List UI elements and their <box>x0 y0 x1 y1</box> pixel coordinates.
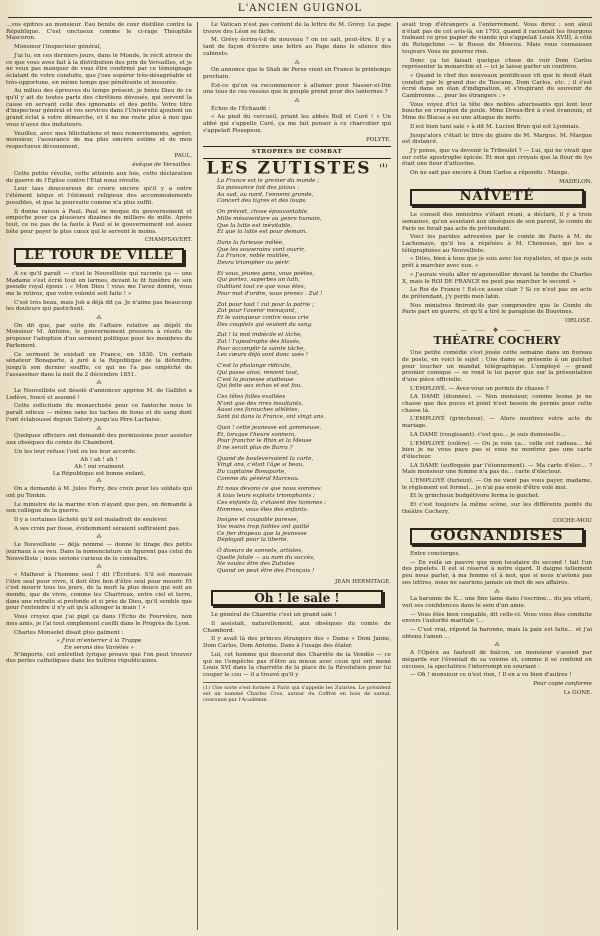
body-paragraph: Donc ça lui faisait quelque chose de voir Dom Carlos représenter la monarchie et — ici je laisse parler un confrère. <box>402 57 592 71</box>
poem-line: Du capitaine Bonaparte, <box>217 469 287 476</box>
poem-line: Zut ! la mot imbécile et lâche, <box>217 332 303 339</box>
column-right <box>402 22 592 932</box>
poem-line: Et nous devons ce que nous sommes <box>217 486 321 493</box>
stars-separator: ⁂ <box>494 642 500 649</box>
section-title-tour-de-ville: LE TOUR DE VILLE <box>14 248 184 265</box>
section-title-oh-le-sale: Oh ! le sale ! <box>211 590 383 607</box>
poem-line: C'est la jeunesse studieuse <box>217 376 294 383</box>
poem-line: Quoi ! cette jeunesse est gommeuse, <box>217 424 322 431</box>
poem-stanza <box>203 271 391 298</box>
stars-separator: ⁂ <box>294 98 300 105</box>
stars-separator: ⁂ <box>96 315 102 322</box>
poem-stanza <box>203 209 391 236</box>
poem-line: Ce fier drapeau que la jeunesse <box>217 530 307 537</box>
stars-separator: ⁂ <box>96 425 102 432</box>
poem-line: Que les souverains vont ouvrir, <box>217 246 305 253</box>
dialogue-line: L'EMPLOYÉ (furieux). — On ne vient pas vous payer, madame, le règlement est formel… je n'ai pas envie d'être volé moi. <box>402 478 592 491</box>
letter-paragraph: Au milieu des épreuves du temps présent, je bénis Dieu de ce qu'il y ait de toutes parts des chrétiens dévoués, qui servent la cause en servant celle des ignorants et des petits. Votre titre d'inspecteur général et vos services dans l'Université ajoutent un grand éclat à votre démarche, et il ne me reste plus à moi que vous n'ayez des imitateurs. <box>6 88 192 128</box>
body-paragraph: A ses croix par fosse, évidemment seraient suffiraient pas. <box>14 525 181 532</box>
poem-line: Et que la lutte est pour demain. <box>217 229 308 236</box>
poem-line: Ces têtes folles exaltées <box>217 394 286 400</box>
section-title-naivete: NAÏVETÉ <box>410 189 584 206</box>
body-paragraph: Il est bien tant sale » à dit M. Lucien Brun qui est Lyonnais. <box>410 123 581 130</box>
poem-line: Devra triompher ou périr. <box>217 260 291 267</box>
poem-line: Et, lorsque l'heure sonnera, <box>217 431 297 438</box>
section-title-gognandises: GOGNANDISES <box>410 528 584 545</box>
body-paragraph: La baronne de X… une fine lame dans l'escrime… du jeu vitaré, voit ses confidences dans le sein d'un amie. <box>402 596 592 609</box>
section-overhead: STROPHES DE COMBAT <box>203 146 391 159</box>
poem-line: Pour accomplir la sainte tâche, <box>217 345 306 352</box>
stars-separator: ⁂ <box>96 534 102 541</box>
body-paragraph: « Dites, bien à tous que je suis avec les royalistes, et que je suis prêt à marcher avec eux. » <box>402 256 592 270</box>
poem-line: Qui passe ainsi, renient tout, <box>217 369 300 376</box>
poem-line: Et le vainqueur contre nous crie <box>217 314 309 321</box>
poem-line: Déployait pour la liberté. <box>217 537 289 544</box>
body-paragraph: Ce serment le existait en France, en 1830. Un certain sénateur Bonaparte, à juré à la République de la défendre, jusqu'à son dernier souffle, ce qui ne l'a pas empêché de l'assassiner dans la nuit du 2 décembre 1851. <box>6 351 192 378</box>
body-paragraph: On a demandé à M. Jules Ferry, des croix pour les soldats qui ont pu Tonkin. <box>6 486 192 499</box>
body-paragraph: Nos ministres finiront-ils par comprendre que le Comte de Paris part en guerre, et qu'il a tiré le parapluie de Bouvines. <box>402 302 592 316</box>
poem-line: Sont fai dans la France, ont vingt ans. <box>217 414 326 421</box>
poem-line: Quand on peut être des Français ! <box>217 568 315 575</box>
body-paragraph: Jusqu'alors c'était le titre de gloire de M. Margue. M. Margue est distancé. <box>402 132 592 146</box>
poem-stanzas <box>203 178 391 575</box>
body-paragraph: Le Roi de France ! Est-ce assez clair ? Si ce n'est pas un acte de prétendant, j'y perds mon latin. <box>402 287 592 300</box>
poem-stanza <box>203 240 391 267</box>
body-paragraph: Le conseil des ministres s'étant réuni, a déclaré, il y a trois semaines, qu'en assistant aux obsèques de son parent, le comte de Paris ne ferait pas acte de prétendant. <box>402 212 592 232</box>
body-paragraph: Quelques officiers ont demandé des permissions pour assister aux obsèques du comte de Chambord. <box>6 433 192 446</box>
poem-stanza <box>203 425 391 452</box>
poem-stanza <box>203 394 391 421</box>
poem-stanza <box>203 332 391 359</box>
body-paragraph: « J'aurais voulu aller m'agenouiller devant la tombe de Charles X, mais le ROI DE FRANCE ne peut pas marcher le second. » <box>402 271 592 285</box>
body-paragraph: Entre concierges. <box>410 551 461 557</box>
poem-line: Ô diseurs de sonnets, artistes, <box>217 548 304 555</box>
body-paragraph: Et c'est toujours la même scène, sur les différents points du théâtre Cochery. <box>402 502 592 515</box>
poem-line: Zut ! l'apostrophe des blasés, <box>217 339 301 346</box>
body-paragraph: Charles Monselet disait plus galment : <box>14 629 124 636</box>
poem-line: Zut pour l'avenir menaçant, <box>217 308 297 315</box>
section-title-theatre-cochery: THÉATRE COCHERY <box>433 334 561 348</box>
dialogue-line: L'EMPLOYÉ (colère). — Ou je vois ça… celle cet cadeau… hé bien je ne vous paye pas si vous ne montrez pas une carte d'électeur. <box>402 440 592 460</box>
body-paragraph: A l'Opéra au fauteuil de balcon, un monsieur s'assied par mégarde sur l'éventail de sa voisine et, comme il se confond en excuses, la spectatrice l'interrompt en souriant : <box>402 650 592 670</box>
poem-line: Pour franchir le Rhin et la Meuse <box>217 438 312 445</box>
running-title: L'ANCIEN GUIGNOL <box>237 3 363 14</box>
poem-stanza <box>203 486 391 513</box>
body-paragraph: « Quand le chef des nouveaux pontificaux vit que le deuil était conduit par le grand duc de Toscane, Dom Carlos, etc. ; il s'est écrié dans un élan d'indignation, et s'inspirant du souvenir de Cambronne … pour les étrangers : » <box>402 72 592 100</box>
poem-line: C'est la phalange ridicule, <box>217 363 292 370</box>
poem-line: Concert des tigres et des loups. <box>217 198 308 205</box>
poem-line: Qui portez, superbes un luth, <box>217 277 301 284</box>
body-paragraph: — Oh ! monsieur ce n'est rien, ! Il en a vu bien d'autres ! <box>410 672 572 679</box>
stars-separator: ⁂ <box>294 59 300 66</box>
poem-line: Dans la furieuse mêlée, <box>217 239 284 246</box>
poem-line: Sa puissance fait des jaloux : <box>217 185 300 192</box>
poem-line: Au sud, au nord, l'ennemi gronde, <box>217 191 314 198</box>
poem-stanza <box>203 178 391 205</box>
body-paragraph: Le Vatican n'est pas content de la lettre de M. Grévy. Le pape trouve des Léon se fâche. <box>203 22 391 35</box>
intro-paragraph: …vos épîtres au monsieur. Eau bénite de cour distillée contre la République. C'est onctueux comme le ci-rage Théophile Masceron. <box>6 22 192 42</box>
body-paragraph: Cette petite révolte, cette atteinte aux lois, cette déclaration de guerre de l'Église contre l'État nous révolte. <box>6 171 192 184</box>
body-paragraph: On annonce que le Shah de Perse vient en France le printemps prochain. <box>203 67 391 80</box>
poem-line: Insigne et coupable paresse, <box>217 517 299 524</box>
ditty-line: Ah ! ah ! ah ! <box>80 457 118 464</box>
body-paragraph: Échos de l'Échaudé : <box>211 105 271 112</box>
poem-line: Hommes, vous êtes des enfants. <box>217 506 309 513</box>
body-paragraph: « Malheur à l'homme seul ! dit l'Écriture. S'il est mauvais l'être seul pour vivre, il doit être bon d'être seul pour mourir. Et c'est mourir tous les jours, de la mort la plus douce qui soit au monde, que de vivre, comme les Chartreux, entre ciel et terre, dans une retraite si profonde et si près de Dieu, qu'il semble que pour l'entendre il n'y ait qu'à allonger la main ! » <box>6 571 192 612</box>
body-paragraph: Vous voyez d'ici la tête des nobles ahurissants qui lont leur bouche en croupion de poule. Mme Dreux-Bré à s'est évanouie, et Mme de Blacas a eu une attaque de nerfs. <box>402 101 592 122</box>
article-signature: ORLOSE. <box>565 318 592 325</box>
poem-line: La France est le grenier du monde ; <box>217 178 320 185</box>
poem-title-text: LES ZUTISTES <box>206 158 372 179</box>
poem-line: N'ont que des rires insultants, <box>217 400 304 407</box>
body-paragraph: Voici les paroles adressées par le comte de Paris à M. de Lachemaye, qu'il les a répétées à M. Chenouse, qui les a télégraphiées au Nouvelliste. <box>402 234 592 254</box>
dialogue-line: L'EMPLOYÉ. — Avez-vous un permis de chasse ? <box>410 385 549 392</box>
poem-line: Les cœurs déjà sont donc usés ! <box>217 352 309 359</box>
body-paragraph: « Au pied du cercueil, priant les abbés Boll et Curé ! » Un abbé qui s'appelle Curé, ça me fait penser à ce charcutier qui s'appelait Pissepeux. <box>203 114 391 134</box>
body-paragraph: Une petite comédie s'est jouée cette semaine dans un bureau de poste, en voici le sujet : Une dame se présente à un guichet pour toucher un mandat télégraphique. L'employé — grand premier comique — se rend le lui payer que sur la présentation d'une pièce officielle. <box>402 350 592 383</box>
body-paragraph: Leur laus douceureux de croire encore qu'il y a entre l'élément laïque et l'élément religieux des accommodements possibles, et que la poursuite comme n'a plus suffit. <box>6 186 192 206</box>
body-paragraph: On ne sait pas encore à Dom Carlos a répondu : Mange. <box>410 170 570 177</box>
letter-paragraph: Veuillez, avec mes félicitations et mes remerciements, agréer, monsieur, l'assurance de ma plus sincère estime et de mon respectueux dévouement, <box>6 130 192 150</box>
article-signature: COCHE-MOU <box>552 517 592 524</box>
header-rule <box>8 17 592 18</box>
body-paragraph: Lui, cet homme qui descend des Charette de la Vendée — ce qui ne l'empêche pas d'être au mieux avec ceux qui ont mené Louis XVI dans la charrette de la place de la Révolution pour lui couper le cou — il a trouvé qu'il y <box>203 651 391 678</box>
ditty-line: Ah ! oui vraiment <box>74 464 124 471</box>
ditty-line: La République est bonne enfant, <box>52 470 146 477</box>
poem-stanza <box>203 517 391 544</box>
poem-line: Vingt ans, c'était l'âge si beau, <box>217 462 305 469</box>
stars-separator: ⁂ <box>494 588 500 595</box>
body-paragraph: — En voilà un pauvre que mon locataire du second ! fait l'un des pipelets. Il est si réservé à notre égard. Il daigne tellement peu nous parler, à ma femme et à moi, que si nous n'avions pas ses lettres, nous ne saurions jamais un mot de ses affaires. <box>402 559 592 586</box>
body-paragraph: N'importe, cet entrefilet lyrique prouve que l'on peut trouver des perles catholiques dans les huîtres républicaines. <box>6 651 192 665</box>
body-paragraph: Est-ce qu'on va recommencer à allumer pour Nasser-el-Din une tous de ces vessies que le peuple prend pour des lanternes ? <box>203 82 391 96</box>
poem-stanza <box>203 548 391 575</box>
poem-title <box>203 158 391 179</box>
body-paragraph: — C'est vrai, répond la baronne, mais la paix est faite… et j'ai obtenu l'amen … <box>402 627 592 640</box>
poem-line: Quand de bouleversaient la carte, <box>217 455 314 462</box>
dialogue-line: LA DAME (rougissant). c'est que… je suis demoiselle… <box>410 431 566 438</box>
stars-separator: ⁂ <box>96 380 102 387</box>
poem-line: Comme du général Marceau. <box>217 475 300 482</box>
poem-line: Des couplets qui veulent du sang. <box>217 321 313 328</box>
body-paragraph: avait trop d'étrangers à l'enterrement. Vous direz : son aïeul n'était pas de cet avis-là, en 1793, quand il racontait les fourgons traînant ce gros papier de viande qui s'appelait Louis XVIII, à côté de Rotopchine — le Russe de Moscou. Mais vous connaissez toujours Vous ne pourrez rien. <box>402 22 592 55</box>
poem-line: Zut pour tout ! zut pour la patrie ; <box>217 301 314 308</box>
body-paragraph: Le général de Charette c'est un grand sale ! <box>211 612 337 619</box>
poem-signature: JEAN HERMITAGE. <box>335 578 391 585</box>
poem-line: A tous leurs exploits triomphants ; <box>217 493 315 500</box>
article-signature: POLYTE. <box>366 136 391 143</box>
poem-line: Que la lutte est inévitable, <box>217 222 293 229</box>
column-left <box>6 22 192 932</box>
body-paragraph: A ce qu'il paraît — c'est le Nouvelliste qui raconte ça — une Madame s'est écrié tout en larmes, devant le lit funèbre de son pseudo royal époux : « Mon Dieu ! vous me l'avez donné, vous me le retirez, que votre volonté soit faite ! » <box>6 270 192 297</box>
poem-line: Qui fette aux échos et est fou. <box>217 383 303 390</box>
stars-separator: ⁂ <box>96 478 102 485</box>
poem-line: Il ne serait plus de Barra ? <box>217 444 293 451</box>
quoted-verse: En serons des Variétés » <box>64 644 134 651</box>
dialogue-line: LA DAME (suffoquée par l'étonnement). — Ma carte d'élec… ? Mais monsieur une femme n'a pas de… carte d'électeur. <box>402 462 592 476</box>
poem-line: Ne voulez être des Zutistes <box>217 561 295 568</box>
body-paragraph: Il y a certaines lâcheté qu'il est maladroit de soulever. <box>14 517 168 523</box>
article-signature: Pour copie conforme <box>533 680 592 687</box>
poem-line: On prévoit, chose épouvantable, <box>217 209 309 216</box>
poem-stanza <box>203 456 391 483</box>
poem-line: Quelle fatale — au nom du succès, <box>217 554 315 561</box>
body-paragraph: Cette sollicitude du monarchiste pour ce fantoche nous le paraît odieux — même sans les taches de boue et de sang dont l'ont éclaboussé depuis Satory jusqu'au Père-Lachaise. <box>6 403 192 423</box>
column-middle <box>203 22 391 932</box>
footnote: (1) Une sorte s'est formée à Paris qui s'appelle les Zutistes. Le président est un nommé Charles Cros, auteur du Coffret en bois de santal, couronné par l'Académie. <box>203 682 391 703</box>
poem-line: Vos mains trop faibles ont quitté <box>217 523 310 530</box>
poem-line: Oubliant tout ce que vous êtes, <box>217 284 306 291</box>
article-signature: Le GONE. <box>563 689 592 696</box>
letter-salutation: Monsieur l'inspecteur général, <box>14 44 102 51</box>
body-paragraph: J'y pense, que va devenir le Triboulet ? — Lui, qui ne vivait que sur cette apostrophe épicée. Et moi qui croyais que la fleur de lys était une fleur d'attiscine. <box>402 147 592 168</box>
poem-line: Ces enfants là, c'étaient des hommes : <box>217 499 326 506</box>
article-signature: CHAMPSAVERT. <box>144 237 192 244</box>
dialogue-line: LA DAME (étonnée). — Non monsieur, comme lesme je ne chasse que des puces et point n'est besoin de permis pour cette chasse là. <box>402 394 592 414</box>
ornamental-rule: — ⸺ ✥ ⸺ — <box>461 326 533 334</box>
letter-paragraph: J'ai lu, en ces derniers jours, dans le Monde, le récit atroce de ce que vous avez fait à la distribution des prix de Versailles, et je ne veux pas manquer de vous être confirmé par ce témoignage éclatant de votre conduite, que j'ose espérer très-désagréable et très-opportune, en même temps que pénétrante et mesurée. <box>6 52 192 86</box>
letter-signature: PAUL, <box>174 152 192 159</box>
column-divider <box>197 22 198 930</box>
poem-line: La France, noble mutilée, <box>217 253 290 260</box>
poem-line: Mille mésaventure au genre humain, <box>217 215 322 222</box>
poem-stanza <box>203 363 391 390</box>
article-signature: MADELON. <box>559 178 592 185</box>
poem-stanza <box>203 302 391 329</box>
body-paragraph: On dit que, par suite de l'affaire relative au dépôt de Monsieur M. Antoine, le gouvernement pressera à résolu de proposer l'adoption d'un serment politique pour les membres du Parlement. <box>6 322 192 349</box>
poem-line: Pour mot d'ordre, vous prenez : Zut ! <box>217 290 323 297</box>
body-paragraph: Et le grincheux budgétivore ferma le guichet. <box>410 493 540 500</box>
column-divider <box>397 22 398 930</box>
body-paragraph: Un les leur refuse l'ont ou les leur accorde. <box>14 448 137 455</box>
body-paragraph: Le ministre de la marine n'en n'ayant que peu, on demande à son collègue de la guerre. <box>6 501 192 515</box>
body-paragraph: Il y avait là des princes étrangers des « Dame » Dom Jaime, Dom Carlos, Dom Antoine. Dans à l'usage des étaler. <box>203 636 391 650</box>
body-paragraph: Il assistait, naturellement, aux obsèques du comte de Chambord. <box>203 620 391 634</box>
body-paragraph: C'est très beau, mais Job a déjà dit ça. Je n'aime pas beaucoup les douleurs qui pastichent. <box>6 299 192 313</box>
quoted-verse: « J'irai m'enterrer à la Trappe <box>56 638 142 645</box>
letter-signature-title: évêque de Versailles. <box>132 162 192 169</box>
poem-line: Aussi ces farouches athlètes, <box>217 407 300 414</box>
dialogue-line: L'EMPLOYÉ (grincheux). — Alors montrez votre acte de mariage. <box>402 416 592 430</box>
footnote-marker: (1) <box>379 162 388 169</box>
body-paragraph: Le Nouvelliste est désolé d'annoncer apprise M. de Gallifet a Lodève, foncé et assomé ! <box>6 388 192 401</box>
body-paragraph: — Vous êtes bien coupable, dit celle-ci. Vous vous êtes conduite envers l'autorité maritale !… <box>402 611 592 625</box>
stars-separator: ⁂ <box>96 564 102 571</box>
body-paragraph: Le Nouvelliste — déjà nommé — donne le tirage des petits journaux à sa veu. Dans la nomenclature un figurent pas celui du Nouvelliste ; nous serions curieux de le connaître. <box>6 542 192 562</box>
poem-line: Et vous, jeunes gens, vous poètes, <box>217 270 315 277</box>
body-paragraph: M. Grévy écrira-t-il de nouveau ? on ne sait, peut-être. Il y a tant de façon d'écrire une lettre au Pape dans le silence des cabinets. <box>203 37 391 57</box>
body-paragraph: Il donne raison à Paul. Paul se moque du gouvernement et empoche pour ça plusieurs dizaines de milliers de mille. Après tout, ce ne pas de la faute à Paul si le gouvernement est assez bête pour payer le plus cœux qui le servent le moins. <box>6 208 192 235</box>
body-paragraph: Vous croyez que j'ai pigé ça dans l'Écho de Fourvière, non mes amis, je l'ai tout simplement cueilli dans le Progrès de Lyon. <box>6 614 192 627</box>
